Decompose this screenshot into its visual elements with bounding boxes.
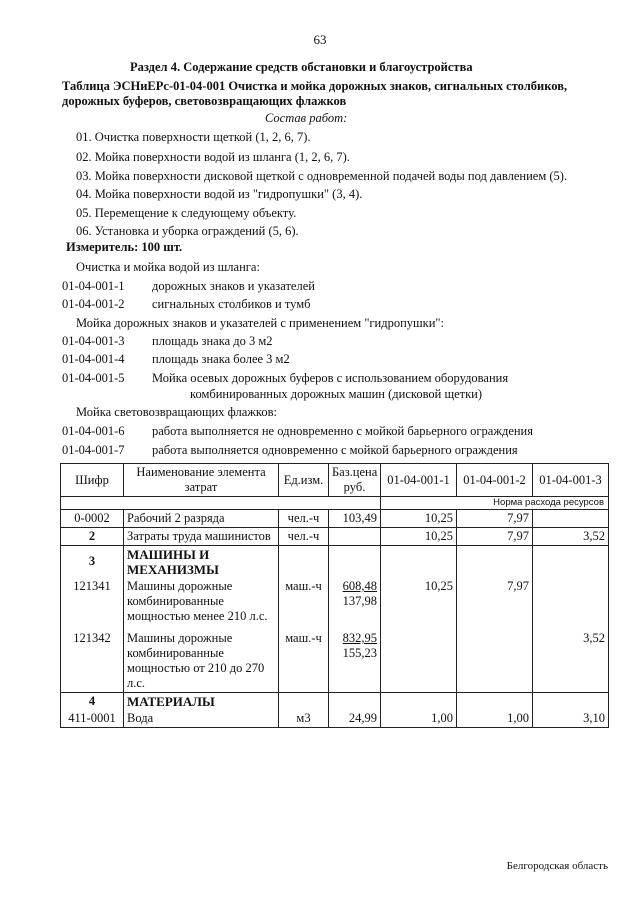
work-item: 06. Установка и уборка ограждений (5, 6). — [76, 224, 299, 238]
col-header-code-1: 01-04-001-1 — [381, 464, 457, 497]
table-row — [61, 546, 609, 579]
cell-name: Рабочий 2 разряда — [124, 510, 279, 528]
work-item: 04. Мойка поверхности водой из "гидропушки" (3, 4). — [76, 187, 363, 201]
cell-value — [381, 625, 457, 693]
cell-value: 10,25 — [381, 578, 457, 625]
cell-unit: маш.-ч — [279, 625, 329, 693]
col-header-shifr: Шифр — [61, 464, 124, 497]
cell-value: 3,52 — [533, 528, 609, 546]
col-header-code-3: 01-04-001-3 — [533, 464, 609, 497]
price-base: 608,48 — [342, 579, 377, 593]
col-header-unit: Ед.изм. — [279, 464, 329, 497]
cell-value: 1,00 — [381, 710, 457, 728]
measure-unit: Измеритель: 100 шт. — [66, 240, 183, 254]
group-heading: Мойка дорожных знаков и указателей с применением "гидропушки": — [76, 316, 444, 330]
cell-value: 7,97 — [457, 510, 533, 528]
footer-region: Белгородская область — [506, 860, 608, 872]
cell-shifr: 4 — [61, 693, 124, 711]
table-row — [61, 510, 609, 528]
cell-price: 103,49 — [329, 510, 381, 528]
cell-price: 24,99 — [329, 710, 381, 728]
code-label: 01-04-001-6 — [62, 424, 125, 438]
unit-text: м3 — [296, 711, 311, 725]
code-label: 01-04-001-3 — [62, 334, 125, 348]
section-heading: Раздел 4. Содержание средств обстановки и благоустройства — [130, 60, 473, 74]
price-base: 832,95 — [342, 631, 377, 645]
cell-name: Вода — [124, 710, 279, 728]
cell-name: МАТЕРИАЛЫ — [124, 693, 279, 711]
work-composition-heading: Состав работ: — [265, 111, 348, 125]
table-row — [61, 578, 609, 625]
code-label: 01-04-001-4 — [62, 352, 125, 366]
cell-value — [533, 510, 609, 528]
cell-value: 3,52 — [533, 625, 609, 693]
code-description: площадь знака более 3 м2 — [152, 352, 290, 366]
cell-shifr: 121342 — [61, 625, 124, 693]
cell-unit: маш.-ч — [279, 578, 329, 625]
cell-value — [457, 625, 533, 693]
cell-shifr: 2 — [61, 528, 124, 546]
code-description: работа выполняется не одновременно с мойкой барьерного ограждения — [152, 424, 533, 438]
work-item: 05. Перемещение к следующему объекту. — [76, 206, 297, 220]
cell-name: Затраты труда машинистов — [124, 528, 279, 546]
table-row — [61, 625, 609, 693]
page-number: 63 — [313, 32, 327, 47]
code-label: 01-04-001-7 — [62, 443, 125, 457]
table-title: Таблица ЭСНиЕРс-01-04-001 Очистка и мойка дорожных знаков, сигнальных столбиков, дорожных буферов, световозвращающих флажков — [62, 79, 568, 108]
norma-label: Норма расхода ресурсов — [381, 497, 609, 510]
cell-value: 1,00 — [457, 710, 533, 728]
cell-value: 10,25 — [381, 528, 457, 546]
cell-value: 3,10 — [533, 710, 609, 728]
table-header-row — [61, 464, 609, 497]
work-item: 01. Очистка поверхности щеткой (1, 2, 6, 7). — [76, 130, 311, 144]
table-row — [61, 710, 609, 728]
cell-shifr: 411-0001 — [61, 710, 124, 728]
code-description: сигнальных столбиков и тумб — [152, 297, 311, 311]
cell-value — [533, 578, 609, 625]
code-description: площадь знака до 3 м2 — [152, 334, 273, 348]
cell-price — [329, 528, 381, 546]
cell-name: Машины дорожные комбинированные мощностью от 210 до 270 л.с. — [124, 625, 279, 693]
norma-row — [61, 497, 609, 510]
code-description: Мойка осевых дорожных буферов с использованием оборудования — [152, 371, 509, 385]
cell-name: Машины дорожные комбинированные мощностью менее 210 л.с. — [124, 578, 279, 625]
work-item: 03. Мойка поверхности дисковой щеткой с одновременной подачей воды под давлением (5). — [76, 169, 568, 183]
cell-value: 7,97 — [457, 578, 533, 625]
code-label: 01-04-001-1 — [62, 279, 125, 293]
table-row — [61, 528, 609, 546]
resource-table — [60, 463, 609, 728]
cell-unit — [279, 710, 329, 728]
cell-unit: чел.-ч — [279, 510, 329, 528]
cell-shifr: 3 — [61, 546, 124, 579]
col-header-price: Баз.цена руб. — [329, 464, 381, 497]
cell-shifr: 0-0002 — [61, 510, 124, 528]
code-label: 01-04-001-2 — [62, 297, 125, 311]
cell-shifr: 121341 — [61, 578, 124, 625]
price-secondary: 155,23 — [342, 646, 377, 660]
work-item: 02. Мойка поверхности водой из шланга (1, 2, 6, 7). — [76, 150, 350, 164]
cell-name: МАШИНЫ И МЕХАНИЗМЫ — [124, 546, 279, 579]
group-heading: Мойка световозвращающих флажков: — [76, 405, 277, 419]
table-row — [61, 693, 609, 711]
cell-value: 10,25 — [381, 510, 457, 528]
group-heading: Очистка и мойка водой из шланга: — [76, 260, 260, 274]
code-description: работа выполняется одновременно с мойкой барьерного ограждения — [152, 443, 518, 457]
cell-price — [329, 578, 381, 625]
code-description-cont: комбинированных дорожных машин (дисковой щетки) — [190, 387, 483, 401]
price-secondary: 137,98 — [342, 594, 377, 608]
col-header-code-2: 01-04-001-2 — [457, 464, 533, 497]
col-header-name: Наименование элемента затрат — [124, 464, 279, 497]
cell-value: 7,97 — [457, 528, 533, 546]
cell-unit: чел.-ч — [279, 528, 329, 546]
code-description: дорожных знаков и указателей — [152, 279, 315, 293]
code-label: 01-04-001-5 — [62, 371, 125, 385]
cell-price — [329, 625, 381, 693]
